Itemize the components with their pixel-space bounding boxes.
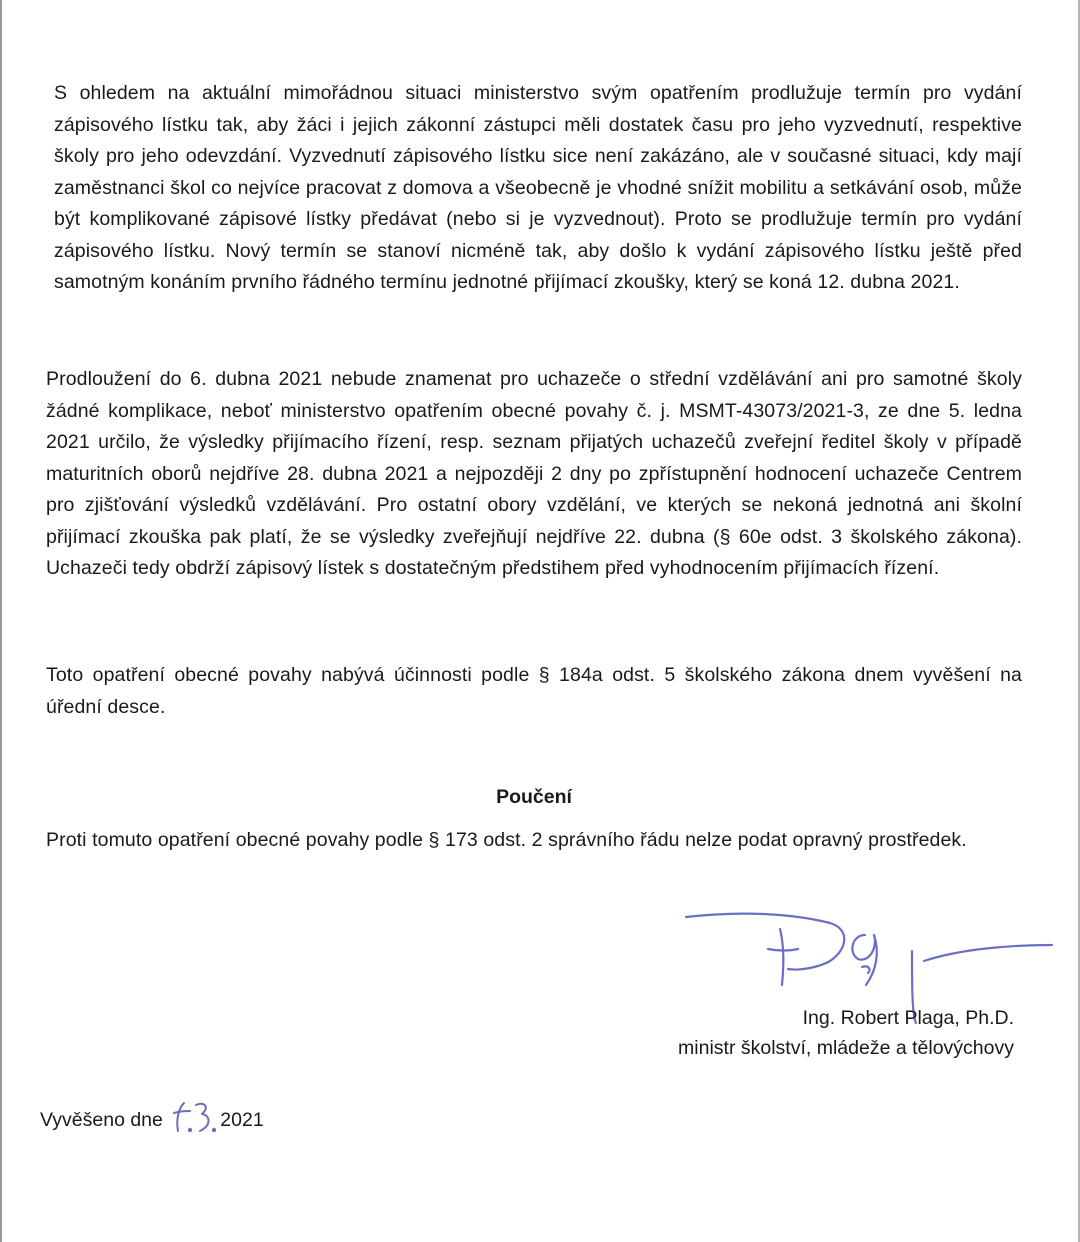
signer-name: Ing. Robert Plaga, Ph.D.	[802, 1007, 1014, 1029]
heading-pouceni: Poučení	[496, 786, 572, 808]
paragraph-extension-reason: S ohledem na aktuální mimořádnou situaci ministerstvo svým opatřením prodlužuje termín pro vydání zápisového lístku tak, aby žáci i jejich zákonní zástupci měli dostatek času pro jeho vyzvednutí, respektive školy pro jeho odevzdání. Vyzvednutí zápisového lístku sice není zakázáno, ale v současné situaci, kdy mají zaměstnanci škol co nejvíce pracovat z domova a všeobecně je vhodné snížit mobilitu a setkávání osob, může být komplikované zápisové lístky předávat (nebo si je vyzvednout). Proto se prodlužuje termín pro vydání zápisového lístku. Nový termín se stanoví nicméně tak, aby došlo k vydání zápisového lístku ještě před samotným konáním prvního řádného termínu jednotné přijímací zkoušky, který se koná 12. dubna 2021.	[54, 82, 1022, 293]
paragraph-pouceni: Proti tomuto opatření obecné povahy podle § 173 odst. 2 správního řádu nelze podat opravný prostředek.	[46, 829, 967, 851]
handwritten-date	[170, 1099, 220, 1135]
posted-label: Vyvěšeno dne	[40, 1109, 163, 1131]
paragraph-extension-impact: Prodloužení do 6. dubna 2021 nebude znamenat pro uchazeče o střední vzdělávání ani pro samotné školy žádné komplikace, neboť ministerstvo opatřením obecné povahy č. j. MSMT-43073/2021-3, ze dne 5. ledna 2021 určilo, že výsledky přijímacího řízení, resp. seznam přijatých uchazečů zveřejní ředitel školy v případě maturitních oborů nejdříve 28. dubna 2021 a nejpozději 2 dny po zpřístupnění hodnocení uchazeče Centrem pro zjišťování výsledků vzdělávání. Pro ostatní obory vzdělání, ve kterých se nekoná jednotná ani školní přijímací zkouška pak platí, že se výsledky zveřejňují nejdříve 22. dubna (§ 60e odst. 3 školského zákona). Uchazeči tedy obdrží zápisový lístek s dostatečným předstihem před vyhodnocením přijímacích řízení.	[46, 368, 1022, 579]
posted-date-line	[40, 1104, 264, 1136]
signer-title: ministr školství, mládeže a tělovýchovy	[678, 1037, 1014, 1059]
paragraph-effectiveness: Toto opatření obecné povahy nabývá účinnosti podle § 184a odst. 5 školského zákona dnem vyvěšení na úřední desce.	[46, 664, 1022, 718]
posted-year: 2021	[220, 1109, 264, 1131]
signer-block	[678, 1003, 1014, 1063]
scan-edge-left	[0, 0, 2, 1242]
